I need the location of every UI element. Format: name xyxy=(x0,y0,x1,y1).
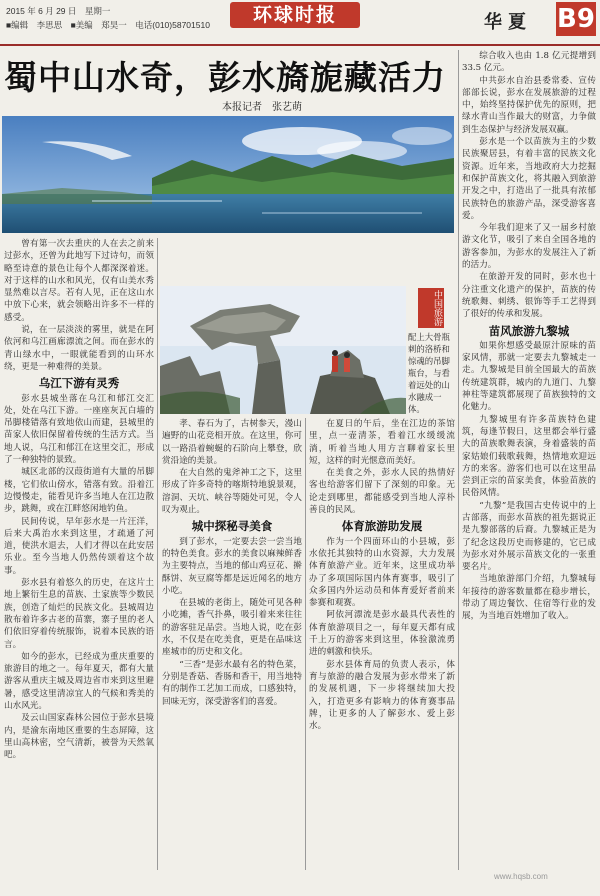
paragraph: 阿依河漂流是彭水最具代表性的体育旅游项目之一，每年夏天都有成千上万的游客来到这里，体验激流勇进的刺激和快乐。 xyxy=(309,610,455,658)
headline: 蜀中山水奇，彭水旖旎藏活力 xyxy=(4,58,446,97)
paragraph: 彭水县城坐落在乌江和郁江交汇处，处在乌江下游。一座座灰瓦白墙的吊脚楼错落有致地依山而建，县城里的苗家人依旧保留着传统的生活方式。当地人说，乌江和郁江在这里交汇，形成了一种独特的景致。 xyxy=(4,393,154,466)
paragraph: 如今的彭水，已经成为重庆重要的旅游目的地之一。每年夏天，都有大量游客从重庆主城及周边省市来到这里避暑，感受这里清凉宜人的气候和秀美的山水风光。 xyxy=(4,651,154,711)
paragraph: 在美食之外，彭水人民的热情好客也给游客们留下了深刻的印象。无论走到哪里，都能感受到当地人淳朴善良的民风。 xyxy=(309,468,455,516)
paragraph: 到了彭水，一定要去尝一尝当地的特色美食。彭水的美食以麻辣鲜香为主要特点，当地的郁山鸡豆花、擀酥饼、灰豆腐等都是远近闻名的地方小吃。 xyxy=(162,536,302,596)
paragraph: 及云山国家森林公园位于彭水县境内，是渝东南地区重要的生态屏障，这里山高林密，空气清新，被誉为天然氧吧。 xyxy=(4,713,154,761)
paragraph: 九黎城里有许多苗族特色建筑，每逢节假日，这里都会举行盛大的苗族歌舞表演，身着盛装的苗家姑娘们载歌载舞，热情地欢迎远方的来客。游客们也可以在这里品尝到正宗的苗家美食，体验苗族的民俗风情。 xyxy=(462,414,596,499)
paragraph: 孝、春石为了，古树参天，漫山遍野的山花竞相开放。在这里，你可以一路沿着蜿蜒的石阶向上攀登，欣赏沿途的美景。 xyxy=(162,419,302,466)
paragraph: 城区北部的汉葭街道有大量的吊脚楼，它们依山傍水，错落有致。沿着江边慢慢走，能看见许多当地人在江边散步，跳舞，或在江畔悠闲地钓鱼。 xyxy=(4,467,154,515)
staff-line: ■编辑 李思思 ■美编 郑昊一 电话(010)58701510 xyxy=(6,20,210,30)
subhead-jiuli-city: 苗风旅游九黎城 xyxy=(488,323,570,338)
right-column xyxy=(462,50,596,870)
paragraph: 民间传说，早年彭水是一片汪洋，后来大禹治水来到这里，才疏通了河道，使洪水退去，人们才得以在此安居乐业。至今当地人仍然传颂着这个故事。 xyxy=(4,516,154,576)
photo-caption: 配上大骨瓶刺的洛桥和惊魂的吊脚瓶台，与看着远处的山水融成一体。 xyxy=(408,332,450,414)
newspaper-logo: 环球时报 xyxy=(230,2,360,28)
lake-landscape-photo xyxy=(2,116,454,233)
byline: 本报记者 张艺萌 xyxy=(222,102,302,113)
left-column xyxy=(4,238,154,870)
paragraph: 如果你想感受最原汁原味的苗家风情，那就一定要去九黎城走一走。九黎城是目前全国最大的苗族传统建筑群，城内的九道门、九黎神柱等建筑都展现了苗族独特的文化魅力。 xyxy=(462,340,596,413)
column-rule xyxy=(305,418,306,870)
karst-rock-photo xyxy=(160,286,406,414)
paragraph: 彭水县体育局的负责人表示，体育与旅游的融合发展为彭水带来了新的发展机遇，下一步将继续加大投入，打造更多有影响力的体育赛事品牌，让更多的人了解彭水、爱上彭水。 xyxy=(309,659,455,732)
watermark: www.hqsb.com xyxy=(494,872,548,881)
paragraph: 作为一个四面环山的小县城，彭水依托其独特的山水资源，大力发展体育旅游产业。近年来，这里成功举办了多项国际国内体育赛事，吸引了众多国内外运动员和体育爱好者前来参赛和观赛。 xyxy=(309,536,455,609)
paragraph: 曾有第一次去重庆的人在去之前来过彭水，还曾为此地写下过诗句，而领略至诗意的景色让每个人都深深着迷。对于这样的山水和风光，仅有山美水秀显然难以言尽。若有人见，正在这山水中放下心来，就会领略出许多不一样的感受。 xyxy=(4,239,154,323)
paragraph: 中共彭水自治县委常委、宣传部部长说，彭水在发展旅游的过程中，始终坚持保护优先的原则，把绿水青山当作最大的财富，力争做到生态保护与经济发展双赢。 xyxy=(462,75,596,135)
paragraph: “九黎”是我国古史传说中的上古部落，而彭水苗族的祖先据说正是九黎部落的后裔。九黎城正是为了纪念这段历史而修建的，它已成为彭水对外展示苗族文化的一张重要名片。 xyxy=(462,500,596,573)
paragraph: 彭水是一个以苗族为主的少数民族聚居县，有着丰富的民族文化资源。近年来，当地政府大力挖掘和保护苗族文化，将其融入到旅游开发之中，打造出了一批具有浓郁民族特色的旅游产品，深受游客喜爱。 xyxy=(462,137,596,221)
subhead-wujiang: 乌江下游有灵秀 xyxy=(38,376,120,391)
paragraph: 今年我们迎来了又一届乡村旅游文化节，吸引了来自全国各地的游客参加，为彭水的发展注入了新的活力。 xyxy=(462,223,596,271)
subhead-food: 城中探秘寻美食 xyxy=(191,519,273,534)
column-rule xyxy=(458,50,459,870)
paragraph: 综合收入也由 1.8 亿元提增到 33.5 亿元。 xyxy=(462,51,596,74)
paragraph: 在县城的老街上，随处可见各种小吃摊，香气扑鼻，吸引着来来往往的游客驻足品尝。当地人说，吃在彭水，不仅是在吃美食，更是在品味这座城市的历史和文化。 xyxy=(162,598,302,658)
middle-column-a xyxy=(162,418,302,870)
issue-date: 2015 年 6 月 29 日 星期一 xyxy=(6,6,111,16)
paragraph: 在夏日的午后，坐在江边的茶馆里，点一壶清茶，看着江水缓缓流淌，听着当地人用方言聊着家长里短，这样的时光惬意而美好。 xyxy=(309,419,455,466)
china-travel-seal: 中国旅游 xyxy=(418,288,444,328)
paragraph: 说，在一层淡淡的雾里，就是在阿依河和乌江画廊漂流之间。而在彭水的青山绿水中，一眼就能看到的山环水绕，更是一种难得的美景。 xyxy=(4,325,154,372)
middle-column-b xyxy=(309,418,455,870)
paragraph: 当地旅游部门介绍，九黎城每年接待的游客数量都在稳步增长，带动了周边餐饮、住宿等行业的发展，为当地百姓增加了收入。 xyxy=(462,574,596,622)
column-rule xyxy=(157,238,158,870)
page-number: B9 xyxy=(557,4,595,34)
paragraph: 在旅游开发的同时，彭水也十分注重文化遗产的保护，苗族的传统歌舞、刺绣、银饰等手工艺得到了很好的传承和发展。 xyxy=(462,272,596,320)
paragraph: 在大自然的鬼斧神工之下，这里形成了许多奇特的喀斯特地貌景观，溶洞、天坑、峡谷等随处可见，令人叹为观止。 xyxy=(162,468,302,516)
subhead-sports: 体育旅游助发展 xyxy=(341,519,423,534)
section-name: 华夏 xyxy=(484,12,532,33)
masthead xyxy=(0,0,600,46)
paragraph: “三香”是彭水最有名的特色菜，分别是香菇、香肠和香干，用当地特有的制作工艺加工而成，口感独特，回味无穷，深受游客们的喜爱。 xyxy=(162,659,302,707)
paragraph: 彭水县有着悠久的历史，在这片土地上繁衍生息的苗族、土家族等少数民族，创造了灿烂的民族文化。县城周边散布着许多古老的苗寨，寨子里的老人们依旧穿着传统服饰，说着本民族的语言。 xyxy=(4,578,154,650)
